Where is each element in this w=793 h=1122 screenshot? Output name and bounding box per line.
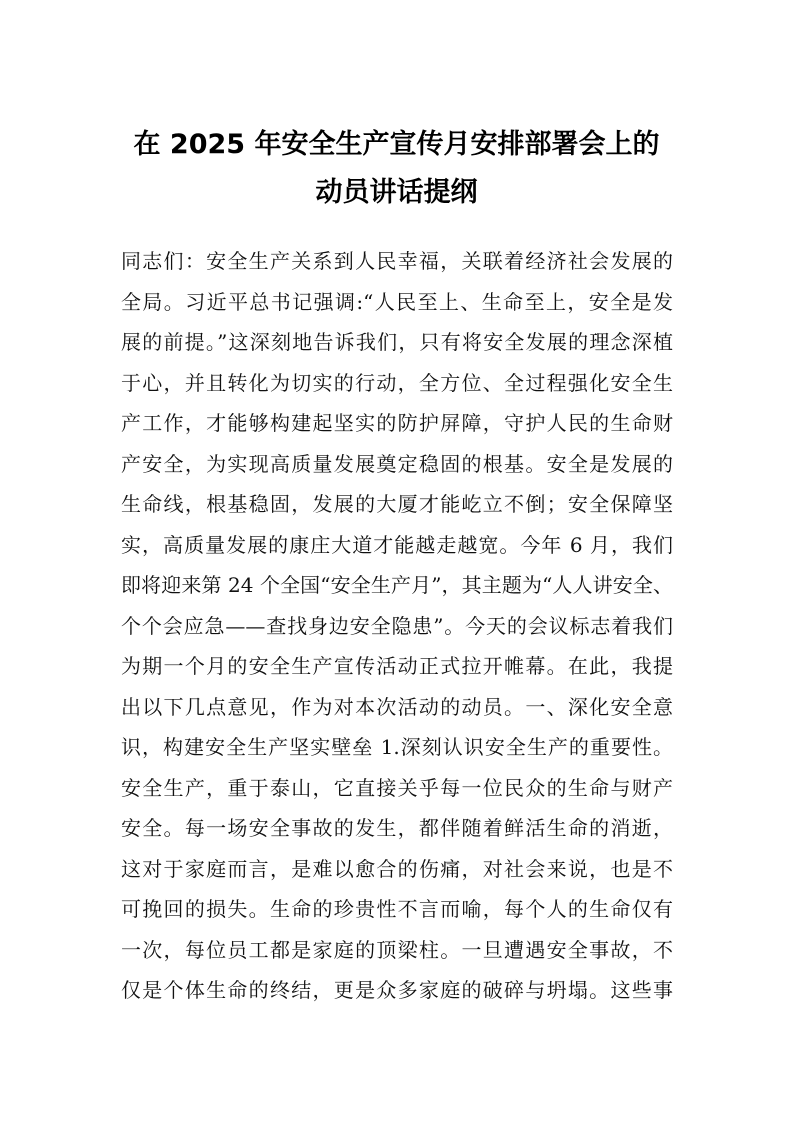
body-line: 生命线，根基稳固，发展的大厦才能屹立不倒；安全保障坚 (121, 492, 673, 516)
document-title-line-1: 在 2025 年安全生产宣传月安排部署会上的 (133, 129, 660, 160)
body-line: 全局。习近平总书记强调:“人民至上、生命至上，安全是发 (121, 289, 673, 314)
body-line: 展的前提。”这深刻地告诉我们，只有将安全发展的理念深植 (121, 330, 673, 354)
body-line: 仅是个体生命的终结，更是众多家庭的破碎与坍塌。这些事 (121, 978, 673, 1002)
document-title-line-2: 动员讲话提纲 (315, 177, 478, 208)
body-line: 可挽回的损失。生命的珍贵性不言而喻，每个人的生命仅有 (121, 897, 673, 921)
body-line: 为期一个月的安全生产宣传活动正式拉开帷幕。在此，我提 (121, 654, 673, 678)
body-line: 产安全，为实现高质量发展奠定稳固的根基。安全是发展的 (121, 451, 673, 476)
body-line: 这对于家庭而言，是难以愈合的伤痛，对社会来说，也是不 (121, 856, 673, 881)
body-line: 识，构建安全生产坚实壁垒 1.深刻认识安全生产的重要性。 (121, 735, 673, 759)
document-body (121, 241, 673, 1011)
body-line: 个个会应急——查找身边安全隐患”。今天的会议标志着我们 (121, 613, 673, 638)
body-line: 于心，并且转化为切实的行动，全方位、全过程强化安全生 (121, 370, 673, 395)
body-line: 即将迎来第 24 个全国“安全生产月”，其主题为“人人讲安全、 (121, 573, 673, 597)
body-line: 一次，每位员工都是家庭的顶梁柱。一旦遭遇安全事故，不 (121, 937, 673, 962)
body-line: 安全。每一场安全事故的发生，都伴随着鲜活生命的消逝， (121, 816, 673, 840)
body-line: 安全生产，重于泰山，它直接关乎每一位民众的生命与财产 (121, 775, 673, 800)
body-line: 同志们：安全生产关系到人民幸福，关联着经济社会发展的 (121, 249, 673, 273)
body-line: 实，高质量发展的康庄大道才能越走越宽。今年 6 月，我们 (121, 532, 673, 557)
body-line: 出以下几点意见，作为对本次活动的动员。一、深化安全意 (121, 694, 673, 719)
body-line: 产工作，才能够构建起坚实的防护屏障，守护人民的生命财 (121, 411, 673, 435)
